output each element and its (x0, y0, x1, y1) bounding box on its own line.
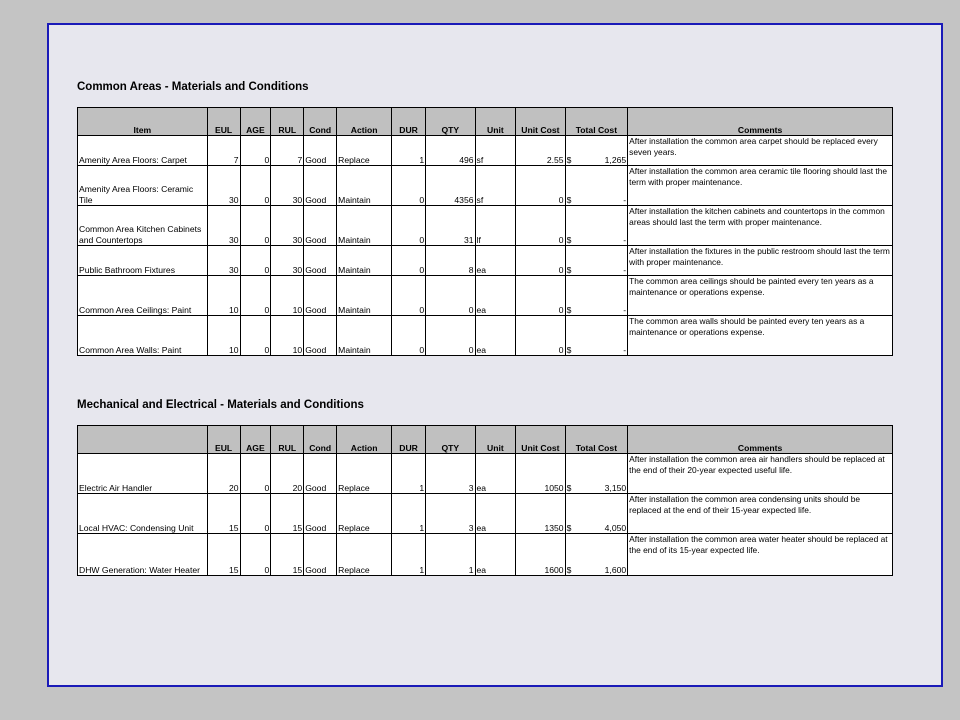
cell-item: Electric Air Handler (78, 454, 208, 494)
cell-unit: ea (475, 246, 516, 276)
table-row (78, 534, 893, 576)
currency-symbol: $ (566, 264, 572, 275)
cell-unit-cost: 0 (516, 166, 565, 206)
table-row (78, 276, 893, 316)
column-header-age: AGE (240, 426, 271, 454)
column-header-unit-cost: Unit Cost (516, 426, 565, 454)
cell-dur: 0 (392, 246, 426, 276)
cell-unit-cost: 2.55 (516, 136, 565, 166)
currency-symbol: $ (566, 304, 572, 315)
cell-dur: 0 (392, 166, 426, 206)
cell-item: Public Bathroom Fixtures (78, 246, 208, 276)
total-cost-value: 4,050 (604, 522, 627, 533)
cell-comments: After installation the common area carpet should be replaced every seven years. (628, 136, 893, 166)
table-row (78, 494, 893, 534)
total-cost-value: 1,265 (604, 154, 627, 165)
cell-age: 0 (240, 206, 271, 246)
column-header-rul: RUL (271, 108, 304, 136)
cell-unit-cost: 0 (516, 246, 565, 276)
cell-comments: After installation the common area condensing units should be replaced at the end of their 15-year expected life. (628, 494, 893, 534)
cell-cond: Good (304, 454, 337, 494)
cell-comments: The common area ceilings should be painted every ten years as a maintenance or operations expense. (628, 276, 893, 316)
cell-action: Replace (337, 454, 392, 494)
cell-eul: 30 (207, 166, 240, 206)
cell-age: 0 (240, 166, 271, 206)
cell-item: Amenity Area Floors: Ceramic Tile (78, 166, 208, 206)
cell-total-cost (565, 494, 628, 534)
cell-unit-cost: 0 (516, 316, 565, 356)
cell-dur: 1 (392, 534, 426, 576)
common-areas-table (77, 107, 893, 356)
cell-comments: After installation the common area air handlers should be replaced at the end of their 20-year expected useful life. (628, 454, 893, 494)
cell-qty: 1 (426, 534, 475, 576)
column-header-comments: Comments (628, 426, 893, 454)
currency-symbol: $ (566, 522, 572, 533)
cell-age: 0 (240, 276, 271, 316)
cell-qty: 0 (426, 316, 475, 356)
cell-qty: 0 (426, 276, 475, 316)
cell-total-cost (565, 316, 628, 356)
column-header-action: Action (337, 426, 392, 454)
cell-item: Local HVAC: Condensing Unit (78, 494, 208, 534)
currency-symbol: $ (566, 194, 572, 205)
column-header-cond: Cond (304, 426, 337, 454)
cell-rul: 20 (271, 454, 304, 494)
document-panel (47, 23, 943, 687)
section-title-mechanical: Mechanical and Electrical - Materials and Conditions (77, 399, 364, 411)
cell-age: 0 (240, 316, 271, 356)
cell-total-cost (565, 534, 628, 576)
table-row (78, 206, 893, 246)
cell-eul: 30 (207, 206, 240, 246)
cell-unit: lf (475, 206, 516, 246)
cell-eul: 15 (207, 494, 240, 534)
column-header-qty: QTY (426, 108, 475, 136)
total-cost-value: 3,150 (604, 482, 627, 493)
cell-item: Common Area Ceilings: Paint (78, 276, 208, 316)
cell-rul: 15 (271, 534, 304, 576)
table-header-row (78, 108, 893, 136)
cell-qty: 496 (426, 136, 475, 166)
table-row (78, 136, 893, 166)
cell-rul: 30 (271, 166, 304, 206)
cell-total-cost (565, 166, 628, 206)
cell-item: Common Area Walls: Paint (78, 316, 208, 356)
cell-unit: ea (475, 534, 516, 576)
cell-age: 0 (240, 494, 271, 534)
cell-dur: 0 (392, 206, 426, 246)
section-title-common-areas: Common Areas - Materials and Conditions (77, 81, 309, 93)
cell-eul: 7 (207, 136, 240, 166)
cell-eul: 30 (207, 246, 240, 276)
cell-total-cost (565, 206, 628, 246)
column-header-eul: EUL (207, 426, 240, 454)
cell-unit-cost: 1050 (516, 454, 565, 494)
table-row (78, 246, 893, 276)
total-cost-value: - (623, 194, 627, 205)
cell-rul: 10 (271, 316, 304, 356)
cell-unit: sf (475, 166, 516, 206)
table-header-row (78, 426, 893, 454)
currency-symbol: $ (566, 564, 572, 575)
currency-symbol: $ (566, 234, 572, 245)
column-header-comments: Comments (628, 108, 893, 136)
cell-action: Maintain (337, 206, 392, 246)
cell-qty: 3 (426, 494, 475, 534)
table-row (78, 316, 893, 356)
cell-cond: Good (304, 494, 337, 534)
cell-unit: ea (475, 454, 516, 494)
column-header-dur: DUR (392, 108, 426, 136)
cell-qty: 3 (426, 454, 475, 494)
cell-qty: 8 (426, 246, 475, 276)
column-header-rul: RUL (271, 426, 304, 454)
cell-comments: After installation the common area water heater should be replaced at the end of its 15-year expected life. (628, 534, 893, 576)
cell-qty: 31 (426, 206, 475, 246)
cell-action: Replace (337, 136, 392, 166)
cell-total-cost (565, 246, 628, 276)
cell-cond: Good (304, 316, 337, 356)
cell-total-cost (565, 136, 628, 166)
cell-cond: Good (304, 246, 337, 276)
total-cost-value: - (623, 304, 627, 315)
column-header-action: Action (337, 108, 392, 136)
column-header-unit-cost: Unit Cost (516, 108, 565, 136)
cell-item: Common Area Kitchen Cabinets and Countertops (78, 206, 208, 246)
mechanical-electrical-table (77, 425, 893, 576)
cell-action: Replace (337, 534, 392, 576)
cell-cond: Good (304, 276, 337, 316)
currency-symbol: $ (566, 482, 572, 493)
cell-eul: 10 (207, 276, 240, 316)
cell-unit-cost: 0 (516, 276, 565, 316)
column-header-cond: Cond (304, 108, 337, 136)
currency-symbol: $ (566, 154, 572, 165)
cell-cond: Good (304, 166, 337, 206)
cell-eul: 20 (207, 454, 240, 494)
total-cost-value: 1,600 (604, 564, 627, 575)
cell-eul: 10 (207, 316, 240, 356)
cell-dur: 1 (392, 454, 426, 494)
cell-total-cost (565, 454, 628, 494)
total-cost-value: - (623, 234, 627, 245)
cell-eul: 15 (207, 534, 240, 576)
cell-comments: The common area walls should be painted every ten years as a maintenance or operations expense. (628, 316, 893, 356)
cell-qty: 4356 (426, 166, 475, 206)
cell-comments: After installation the common area ceramic tile flooring should last the term with proper maintenance. (628, 166, 893, 206)
column-header-item (78, 426, 208, 454)
cell-item: Amenity Area Floors: Carpet (78, 136, 208, 166)
cell-action: Maintain (337, 316, 392, 356)
cell-dur: 0 (392, 316, 426, 356)
cell-total-cost (565, 276, 628, 316)
column-header-age: AGE (240, 108, 271, 136)
cell-action: Maintain (337, 246, 392, 276)
cell-cond: Good (304, 136, 337, 166)
cell-unit: ea (475, 276, 516, 316)
cell-dur: 1 (392, 494, 426, 534)
cell-action: Maintain (337, 166, 392, 206)
column-header-unit: Unit (475, 426, 516, 454)
cell-unit-cost: 1600 (516, 534, 565, 576)
cell-unit-cost: 0 (516, 206, 565, 246)
cell-age: 0 (240, 454, 271, 494)
cell-rul: 30 (271, 206, 304, 246)
cell-dur: 1 (392, 136, 426, 166)
currency-symbol: $ (566, 344, 572, 355)
cell-comments: After installation the kitchen cabinets and countertops in the common areas should last the term with proper maintenance. (628, 206, 893, 246)
column-header-eul: EUL (207, 108, 240, 136)
column-header-total-cost: Total Cost (565, 426, 628, 454)
cell-dur: 0 (392, 276, 426, 316)
table-row (78, 454, 893, 494)
cell-comments: After installation the fixtures in the public restroom should last the term with proper maintenance. (628, 246, 893, 276)
cell-unit: ea (475, 316, 516, 356)
cell-cond: Good (304, 534, 337, 576)
total-cost-value: - (623, 264, 627, 275)
column-header-unit: Unit (475, 108, 516, 136)
cell-item: DHW Generation: Water Heater (78, 534, 208, 576)
cell-unit: ea (475, 494, 516, 534)
cell-age: 0 (240, 136, 271, 166)
cell-action: Maintain (337, 276, 392, 316)
cell-action: Replace (337, 494, 392, 534)
column-header-qty: QTY (426, 426, 475, 454)
cell-age: 0 (240, 534, 271, 576)
cell-rul: 10 (271, 276, 304, 316)
column-header-item: Item (78, 108, 208, 136)
cell-rul: 15 (271, 494, 304, 534)
table-row (78, 166, 893, 206)
column-header-total-cost: Total Cost (565, 108, 628, 136)
cell-unit: sf (475, 136, 516, 166)
cell-rul: 7 (271, 136, 304, 166)
total-cost-value: - (623, 344, 627, 355)
cell-age: 0 (240, 246, 271, 276)
cell-unit-cost: 1350 (516, 494, 565, 534)
cell-cond: Good (304, 206, 337, 246)
column-header-dur: DUR (392, 426, 426, 454)
cell-rul: 30 (271, 246, 304, 276)
